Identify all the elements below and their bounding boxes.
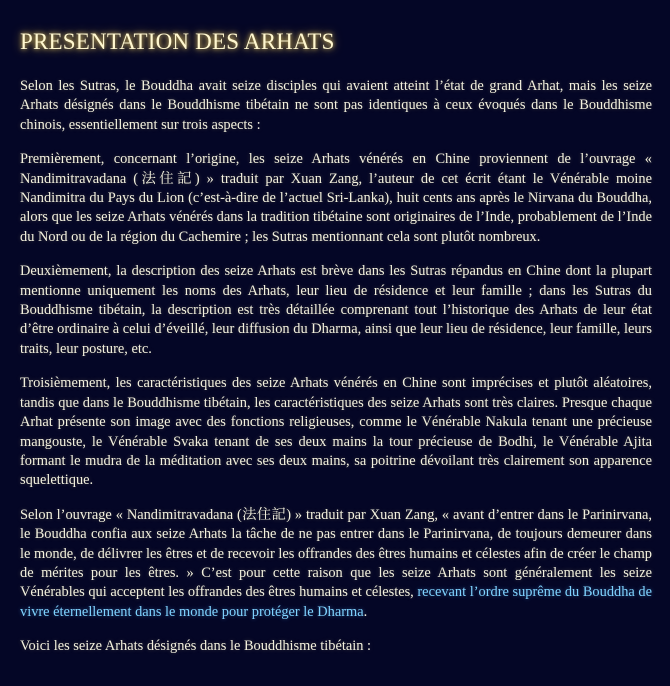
page-title: PRESENTATION DES ARHATS [20,29,335,54]
paragraph-closing: Voici les seize Arhats désignés dans le Bouddhisme tibétain : [20,638,372,655]
paragraph-nandimitravadana [20,506,652,622]
paragraph-nandimitravadana-text: Selon l’ouvrage « Nandimitravadana (法住記) » traduit par Xuan Zang, « avant d’entrer dans le Parinirvana, le Bouddha confia aux seize Arhats la tâche de ne pas entrer dans le Parinirvana, de toujours demeurer dans le monde, de délivrer les êtres et de recevoir les offrandes des êtres humains et célestes afin de créer le champ de mérites pour les êtres. » C’est pour cette raison que les seize Arhats sont généralement les seize Vénérables qui acceptent les offrandes des êtres humains et célestes, [20,506,652,601]
paragraph-nandimitravadana-end: . [363,603,368,620]
highlighted-phrase: recevant l’ordre suprême du Bouddha de vivre éternellement dans le monde pour protéger le Dharma [20,584,652,620]
paragraph-intro: Selon les Sutras, le Bouddha avait seize disciples qui avaient atteint l’état de grand Arhat, mais les seize Arhats désignés dans le Bouddhisme tibétain ne sont pas identiques à ceux évoqués dans le Bouddhisme chinois, essentiellement sur trois aspects : [20,78,652,133]
paragraph-origin: Premièrement, concernant l’origine, les seize Arhats vénérés en Chine proviennent de l’ouvrage « Nandimitravadana (法住記) » traduit par Xuan Zang, l’auteur de cet écrit étant le Vénérable moine Nandimitra du Pays du Lion (c’est-à-dire de l’actuel Sri-Lanka), huit cents ans après le Nirvana du Bouddha, alors que les seize Arhats vénérés dans la tradition tibétaine sont originaires de l’Inde, probablement de l’Inde du Nord ou de la région du Cachemire ; les Sutras mentionnant cela sont plutôt nombreux. [20,151,652,245]
paragraph-description: Deuxièmement, la description des seize Arhats est brève dans les Sutras répandus en Chine dont la plupart mentionne uniquement les noms des Arhats, leur lieu de résidence et leur famille ; dans les Sutras du Bouddhisme tibétain, la description est très détaillée comprenant tout l’historique des Arhats de leur état d’être ordinaire à celui d’éveillé, leur diffusion du Dharma, ainsi que leur lieu de résidence, leur famille, leurs traits, leur posture, etc. [20,263,652,357]
paragraph-characteristics: Troisièmement, les caractéristiques des seize Arhats vénérés en Chine sont imprécises et plutôt aléatoires, tandis que dans le Bouddhisme tibétain, les caractéristiques des seize Arhats sont très claires. Presque chaque Arhat présente son image avec des fonctions religieuses, comme le Vénérable Nakula tenant une précieuse mangouste, le Vénérable Svaka tenant de ses deux mains la tour précieuse de Bodhi, le Vénérable Ajita formant le mudra de la méditation avec ses deux mains, sa poitrine dévoilant très clairement son apparence squelettique. [20,375,652,489]
